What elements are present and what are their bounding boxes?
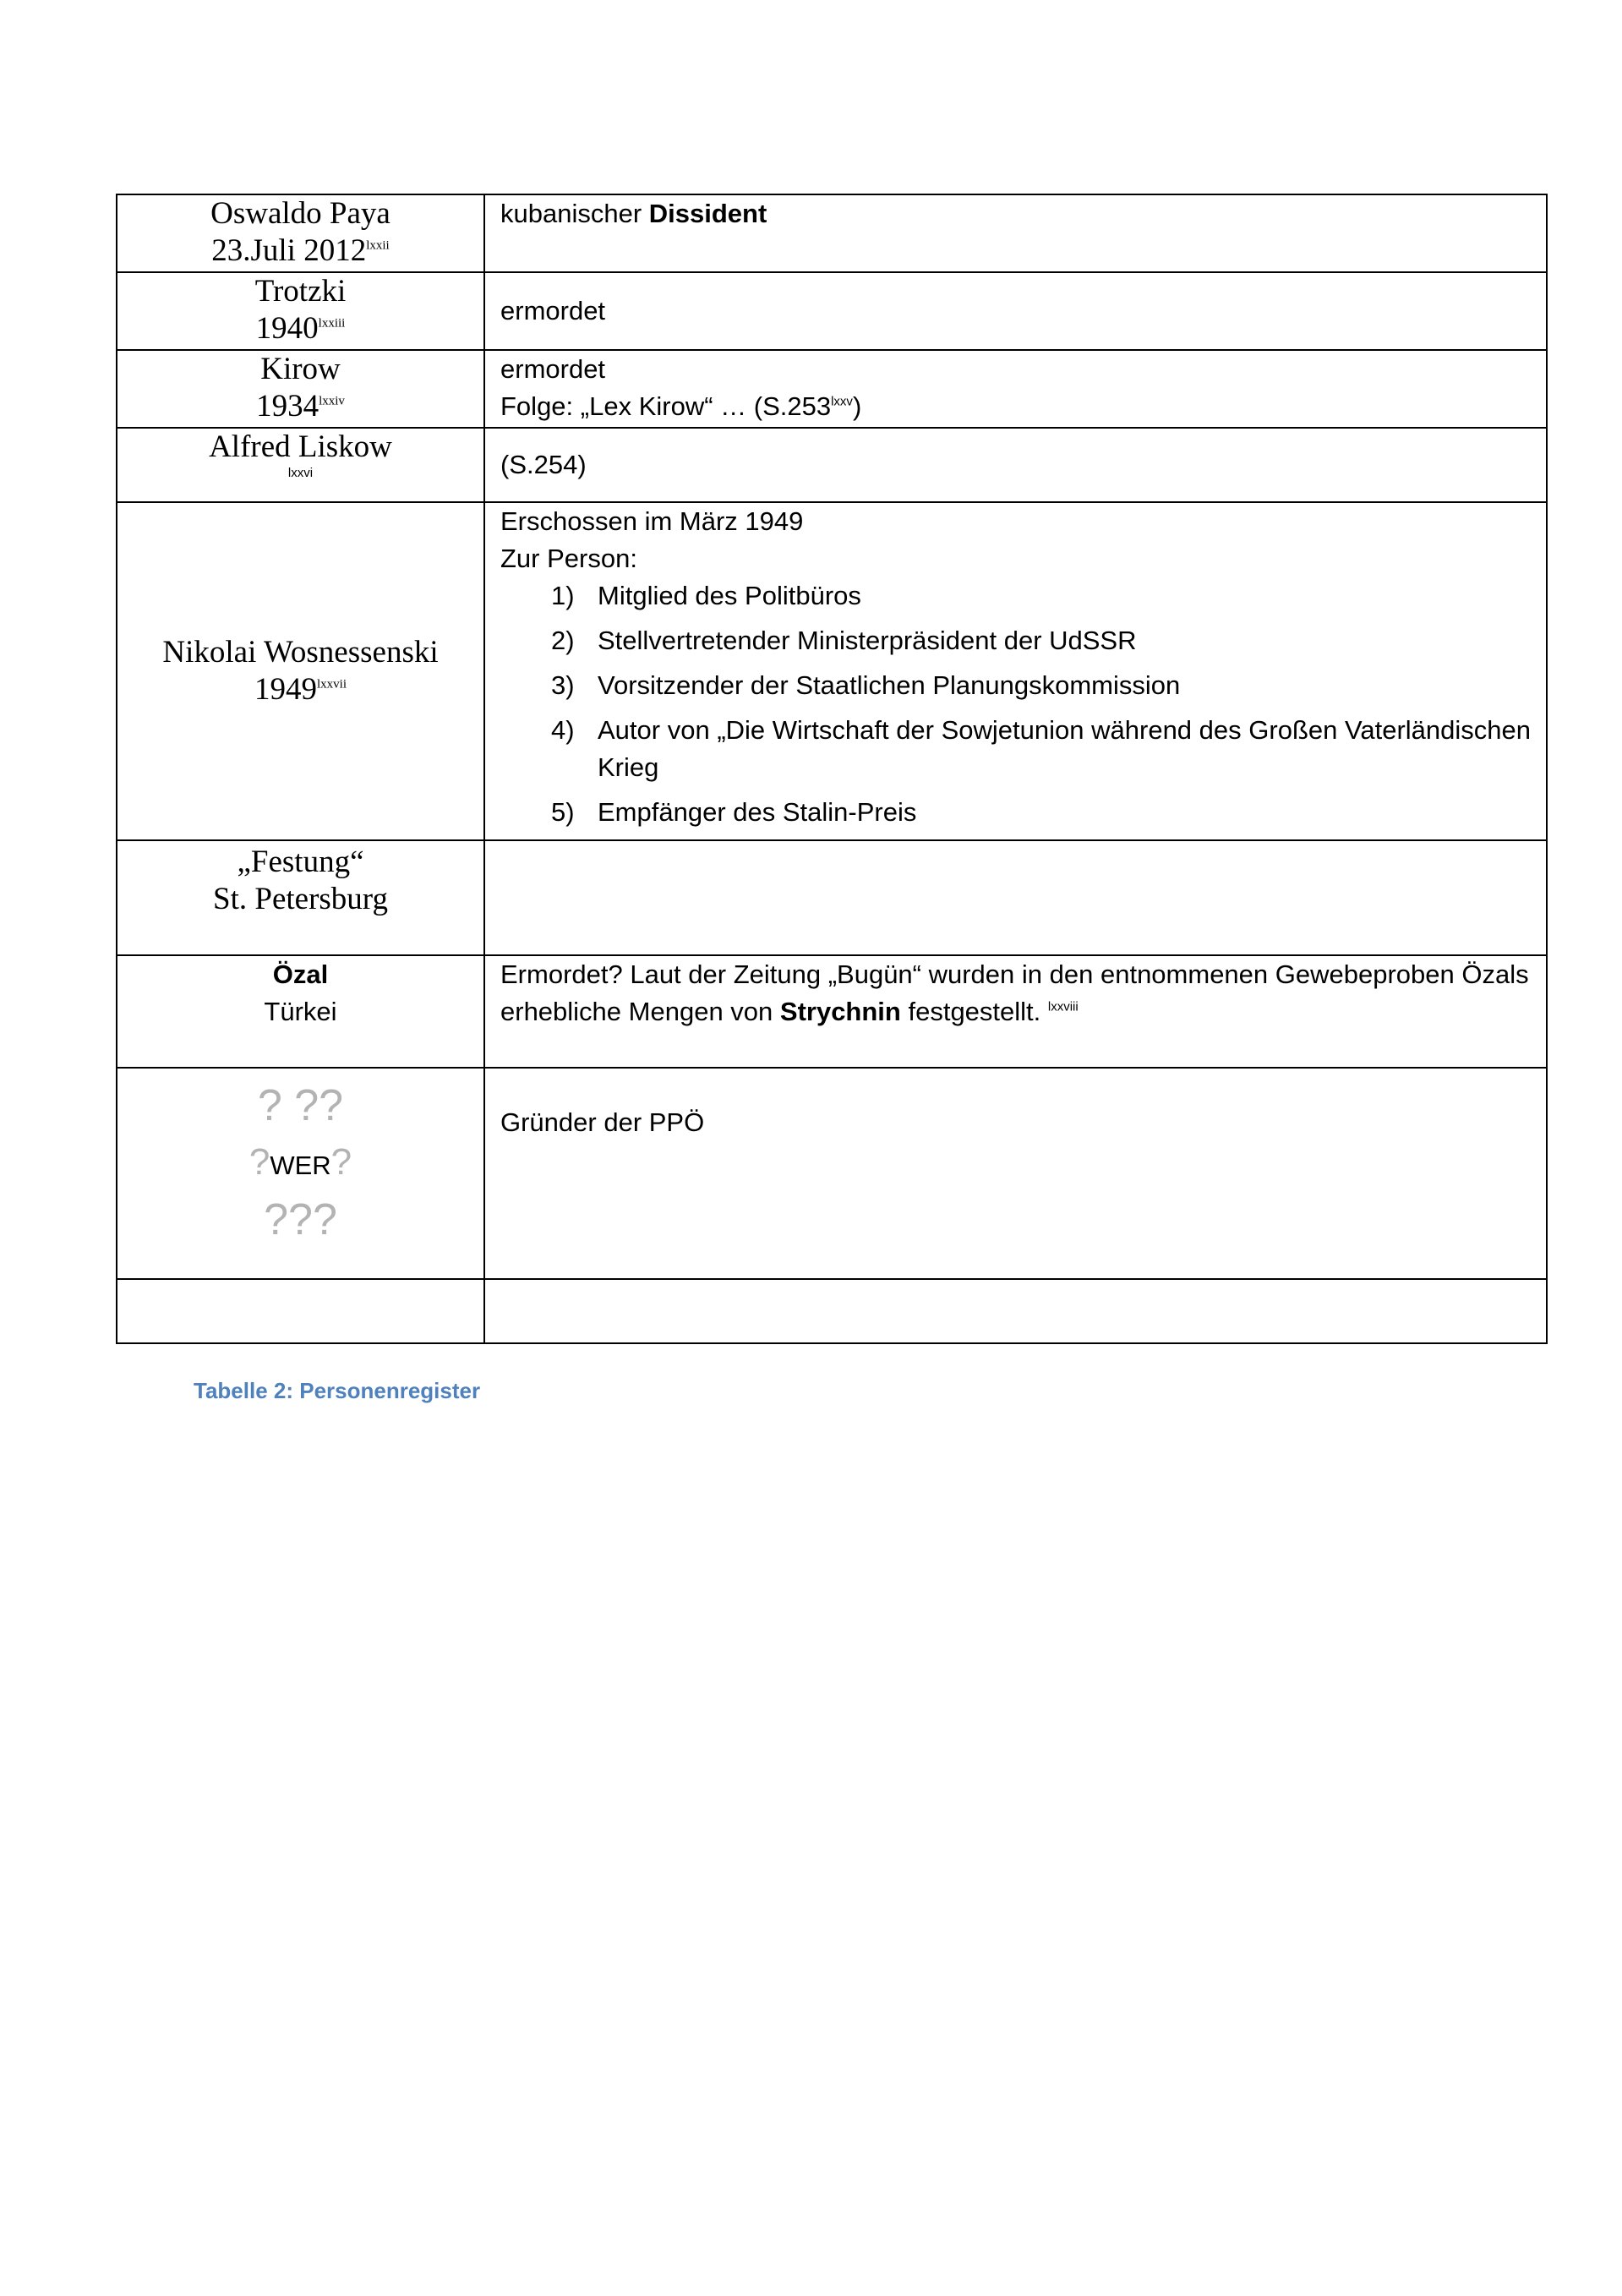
list-item: 1) Mitglied des Politbüros [551,581,861,610]
person-cell [117,350,484,428]
numbered-list [500,577,1531,831]
list-item: 4) Autor von „Die Wirtschaft der Sowjetunion während des Großen Vaterländischen Krieg [551,715,1531,782]
table-row [117,1279,1547,1343]
question-marks: ??? [264,1195,337,1244]
person-date: $1940^{lxxiii}$ [255,311,346,346]
endnote-ref[interactable]: lxxvi [287,466,314,480]
table-caption: Tabelle 2: Personenregister [194,1378,481,1403]
person-date: $1949^{lxxvii}$ [254,672,347,707]
description-cell: Ermordet? Laut der Zeitung „Bugün“ wurden in den entnommenen Gewebeproben Özals erhebliche Mengen von Strychnin festgestellt. $^{lxxviii}$ [484,955,1547,1068]
person-cell [117,840,484,955]
description-cell [484,1279,1547,1343]
person-date: 23.Juli $2012^{lxxii}$ [211,233,390,268]
question-marks: ? ?? [257,1081,344,1130]
table-row [117,350,1547,428]
person-name: Oswaldo Paya [210,196,390,231]
description-cell: ermordet [484,272,1547,350]
table-row [117,840,1547,955]
table-row [117,272,1547,350]
list-item: 2) Stellvertretender Ministerpräsident der UdSSR [551,626,1137,655]
table-row [117,428,1547,502]
person-cell [117,194,484,272]
person-name: Trotzki [254,274,347,309]
endnote-ref[interactable]: lxxvii [316,677,347,692]
description-cell: ermordet Folge: „Lex Kirow“ … $(S.253^{lxxv})$ [484,350,1547,428]
person-cell [117,428,484,502]
endnote-ref[interactable]: lxxviii [1047,999,1079,1014]
bold-term: Dissident [648,199,767,228]
person-date: $1934^{lxxiv}$ [256,389,345,424]
endnote-ref[interactable]: lxxiv [319,394,345,408]
list-item: 5) Empfänger des Stalin-Preis [551,797,917,827]
description-cell [484,840,1547,955]
person-cell [117,1279,484,1343]
person-name: Nikolai Wosnessenski [162,635,439,670]
person-register-table [116,194,1548,1344]
person-name: Alfred Liskow [209,429,392,464]
place-name: „Festung“ [237,845,364,879]
place-name: St. Petersburg [213,882,388,916]
bold-term: Strychnin [779,997,901,1026]
person-cell [117,502,484,840]
person-country: Türkei [264,997,337,1026]
person-name: Özal [272,959,329,989]
list-item: 3) Vorsitzender der Staatlichen Planungskommission [551,670,1181,700]
person-cell [117,272,484,350]
table-row [117,502,1547,840]
person-cell [117,955,484,1068]
description-cell: Gründer der PPÖ [484,1068,1547,1279]
person-name: Kirow [260,352,341,386]
description-cell: (S.254) [484,428,1547,502]
endnote-ref[interactable]: lxxiii [318,316,346,331]
description-cell: kubanischer Dissident [484,194,1547,272]
table-row [117,955,1547,1068]
endnote-ref[interactable]: lxxv [831,394,853,409]
unknown-person: ?WER? [248,1141,352,1183]
table-row [117,1068,1547,1279]
description-cell: Erschossen im März 1949 Zur Person: 1) Mitglied des Politbüros 2) Stellvertretender Ministerpräsident der UdSSR 3) Vorsitzender der Staatlichen Planungskommission 4) Autor von „Die Wirtschaft der Sowjetunion während des Großen Vaterländischen Krieg 5) Empfänger des Stalin-Preis [484,502,1547,840]
person-cell [117,1068,484,1279]
endnote-ref[interactable]: lxxii [366,238,390,253]
table-row [117,194,1547,272]
